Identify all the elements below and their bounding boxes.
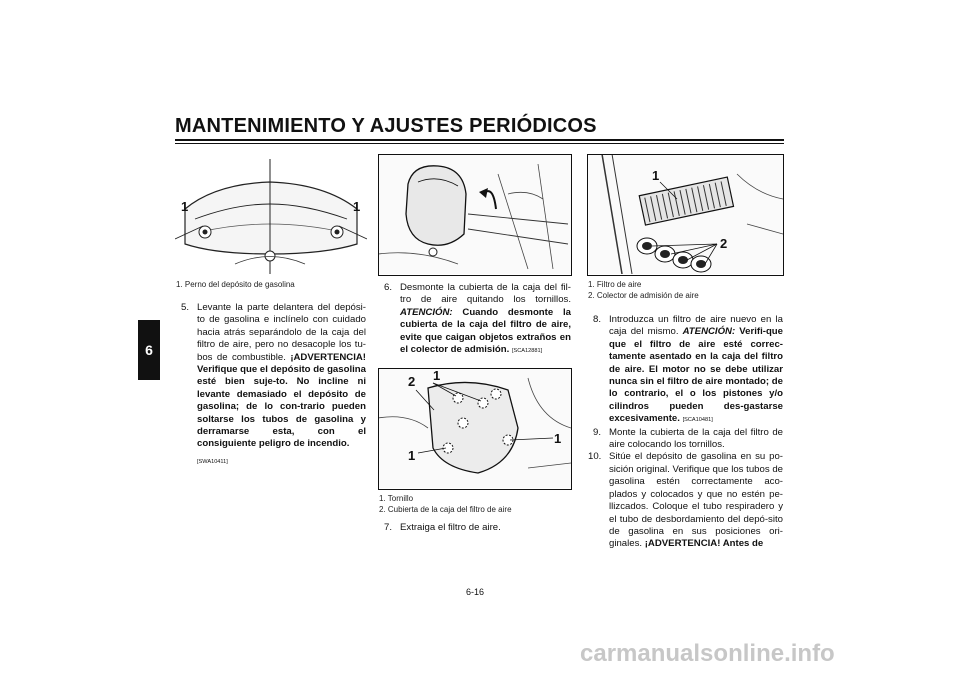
step-9 bbox=[588, 427, 783, 452]
figure-frame-1 bbox=[175, 154, 366, 274]
step-text: Extraiga el filtro de aire. bbox=[400, 522, 501, 533]
callout-1-bottom: 1 bbox=[408, 448, 416, 463]
step-text: Introduzca un filtro de aire nuevo en la caja del mismo. bbox=[609, 314, 783, 338]
callout-1-right: 1 bbox=[353, 199, 361, 214]
column-1 bbox=[176, 302, 366, 468]
step-number: 7. bbox=[384, 522, 393, 533]
step-6 bbox=[379, 282, 571, 357]
step-warning: Verifi-que que el filtro de aire esté correc-tamente asentado en la caja del filtro de aire. El motor no se debe utilizar nunca sin el filtro de aire montado; de lo contrario, el o los pistones y/o cilindros pueden des-gastarse excesivamente. bbox=[609, 326, 783, 425]
step-number: 10. bbox=[588, 451, 602, 463]
chapter-tab: 6 bbox=[138, 320, 160, 380]
warning-code: [SCA12881] bbox=[511, 348, 543, 355]
step-atencion: ATENCIÓN: bbox=[682, 326, 736, 338]
title-rule bbox=[175, 139, 784, 141]
callout-2: 2 bbox=[408, 374, 416, 389]
caption-line: 2. Cubierta de la caja del filtro de aire bbox=[379, 505, 512, 514]
page-number: 6-16 bbox=[466, 587, 485, 597]
caption-line: 1. Filtro de aire bbox=[588, 280, 642, 289]
step-text: Levante la parte delantera del depósi-to de gasolina e inclínelo con cuidado hacia atrás separándolo de la caja del filtro de aire, pero no desacople los tu-bos de combustible. bbox=[197, 302, 366, 363]
caption-line: 1. Perno del depósito de gasolina bbox=[176, 280, 295, 289]
callout-1: 1 bbox=[652, 168, 660, 183]
step-7 bbox=[379, 522, 571, 534]
figure-frame-4 bbox=[587, 154, 784, 276]
watermark: carmanualsonline.info bbox=[580, 640, 835, 667]
figure-frame-2 bbox=[378, 154, 572, 276]
step-5 bbox=[176, 302, 366, 468]
step-text: Monte la cubierta de la caja del filtro de aire colocando los tornillos. bbox=[609, 426, 783, 451]
column-2-bottom bbox=[379, 522, 571, 534]
warning-code: [SCA10481] bbox=[682, 417, 713, 424]
step-number: 5. bbox=[181, 302, 190, 313]
column-3 bbox=[588, 314, 783, 551]
warning-code: [SWA10411] bbox=[197, 458, 228, 465]
step-text: Sitúe el depósito de gasolina en su po-sición original. Verifique que los tubos de gasolina estén correctamente aco-plados y colocados y que no estén pe-llizcados. Coloque el tubo respiradero y el tubo de desbordamiento del depó-sito de gasolina en sus posiciones ori-ginales. bbox=[609, 451, 783, 550]
step-text: Desmonte la cubierta de la caja del fil-tro de aire quitando los tornillos. bbox=[400, 282, 571, 306]
caption-line: 2. Colector de admisión de aire bbox=[588, 291, 699, 300]
callout-1-top: 1 bbox=[433, 368, 441, 383]
figure-3-caption bbox=[379, 493, 512, 515]
step-warning: Cuando desmonte la cubierta de la caja del filtro de aire, evite que caigan objetos extraños en el colector de admisión. bbox=[400, 306, 571, 356]
callout-2: 2 bbox=[720, 236, 728, 251]
step-10 bbox=[588, 451, 783, 550]
step-warning: ¡ADVERTENCIA! Verifique que el depósito de gasolina esté bien suje-to. No incline ni levante demasiado el depósito de gasolina; de lo con-trario pueden soltarse los tubos de gasolina y derramarse esta, con el consiguiente peligro de incendio. bbox=[197, 351, 366, 450]
page-title: MANTENIMIENTO Y AJUSTES PERIÓDICOS bbox=[175, 115, 597, 137]
figure-4-caption bbox=[588, 279, 699, 301]
caption-line: 1. Tornillo bbox=[379, 494, 414, 503]
step-number: 9. bbox=[593, 426, 602, 438]
callout-1-right: 1 bbox=[554, 431, 562, 446]
step-warning: ¡ADVERTENCIA! Antes de bbox=[644, 538, 764, 550]
figure-1-caption bbox=[176, 279, 295, 290]
step-number: 8. bbox=[593, 314, 602, 325]
step-8 bbox=[588, 314, 783, 427]
step-atencion: ATENCIÓN: bbox=[400, 306, 453, 318]
step-number: 6. bbox=[384, 282, 393, 293]
figure-frame-3 bbox=[378, 368, 572, 490]
title-rule-thin bbox=[175, 143, 784, 144]
column-2 bbox=[379, 282, 571, 357]
callout-1-left: 1 bbox=[181, 199, 189, 214]
